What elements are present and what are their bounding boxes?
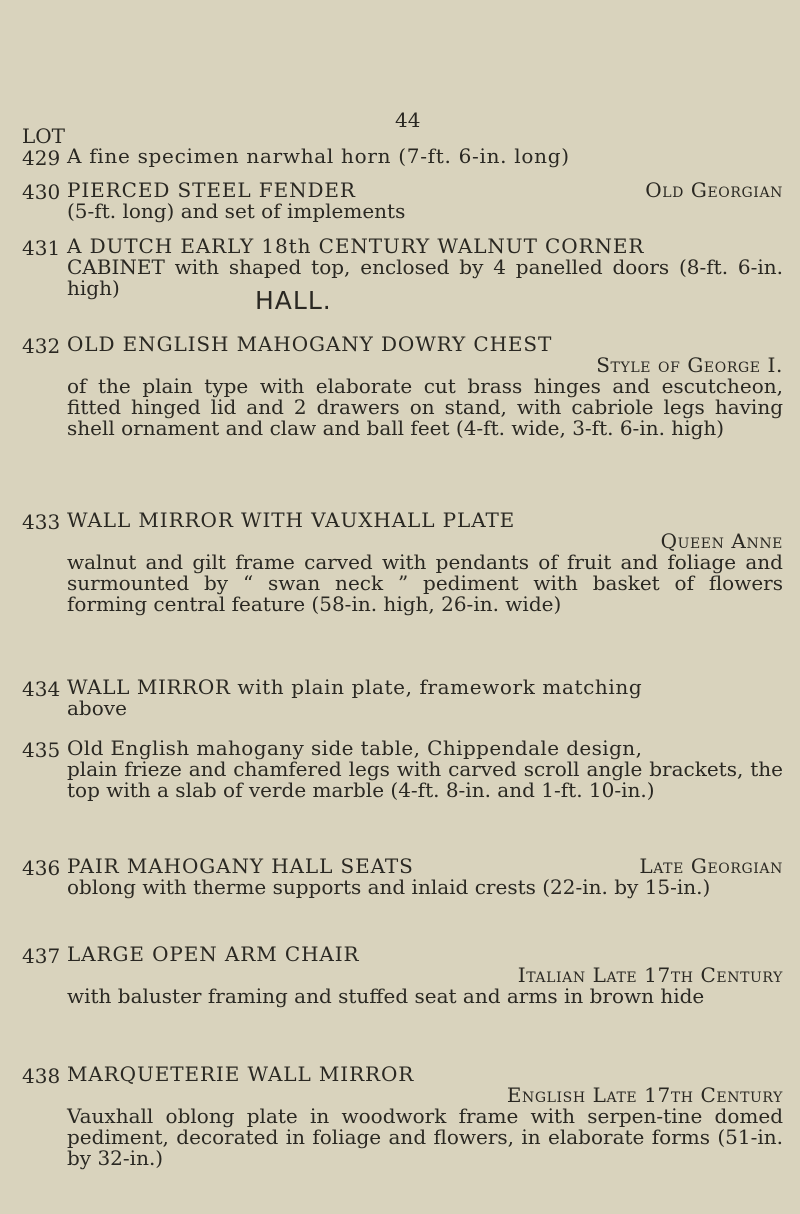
lot-description: above bbox=[67, 696, 127, 720]
lot-number: 433 bbox=[22, 510, 61, 534]
lot-body bbox=[67, 677, 783, 719]
lot-body bbox=[67, 1064, 783, 1169]
lot-body bbox=[67, 738, 783, 801]
lot-description: (5-ft. long) and set of implements bbox=[67, 199, 406, 223]
lot-body bbox=[67, 334, 783, 439]
lot-number: 432 bbox=[22, 334, 61, 358]
lot-period: Italian Late 17th Century bbox=[517, 963, 783, 987]
lot-period: English Late 17th Century bbox=[506, 1083, 783, 1107]
lot-title: Old English mahogany side table, Chippendale design, bbox=[67, 736, 643, 760]
lot-number: 435 bbox=[22, 738, 61, 762]
lot-column-header: LOT bbox=[22, 124, 66, 148]
lot-description: of the plain type with elaborate cut brass hinges and escutcheon, fitted hinged lid and 2 drawers on stand, with cabriole legs having shell ornament and claw and ball feet (4-ft. wide, 3-ft. 6-in. high) bbox=[67, 374, 783, 440]
lot-description: Vauxhall oblong plate in woodwork frame with serpen-tine domed pediment, decorated in foliage and flowers, in elaborate forms (51-in. by 32-in.) bbox=[67, 1104, 783, 1170]
lot-body bbox=[67, 856, 783, 898]
lot-number: 430 bbox=[22, 180, 61, 204]
lot-description: plain frieze and chamfered legs with carved scroll angle brackets, the top with a slab of verde marble (4-ft. 8-in. and 1-ft. 10-in.) bbox=[67, 757, 783, 802]
lot-body bbox=[67, 510, 783, 615]
lot-body bbox=[67, 180, 783, 222]
lot-body bbox=[67, 146, 783, 167]
lot-period: Style of George I. bbox=[596, 353, 783, 377]
lot-period: Queen Anne bbox=[660, 529, 783, 553]
lot-number: 434 bbox=[22, 677, 61, 701]
lot-title: OLD ENGLISH MAHOGANY DOWRY CHEST bbox=[67, 332, 553, 356]
lot-description: with baluster framing and stuffed seat and arms in brown hide bbox=[67, 984, 705, 1008]
lot-period: Late Georgian bbox=[639, 854, 783, 878]
lot-body bbox=[67, 236, 783, 299]
lot-title: WALL MIRROR WITH VAUXHALL PLATE bbox=[67, 508, 516, 532]
lot-description: oblong with therme supports and inlaid crests (22-in. by 15-in.) bbox=[67, 875, 711, 899]
lot-title: PAIR MAHOGANY HALL SEATS bbox=[67, 854, 414, 878]
page-number: 44 bbox=[395, 108, 421, 132]
lot-title: WALL MIRROR with plain plate, framework matching bbox=[67, 675, 643, 699]
section-heading: HALL. bbox=[255, 286, 332, 315]
lot-title: A DUTCH EARLY 18th CENTURY WALNUT CORNER bbox=[67, 234, 645, 258]
lot-title: A fine specimen narwhal horn (7-ft. 6-in. long) bbox=[67, 144, 570, 168]
lot-number: 436 bbox=[22, 856, 61, 880]
lot-title: PIERCED STEEL FENDER bbox=[67, 178, 356, 202]
lot-title: LARGE OPEN ARM CHAIR bbox=[67, 942, 360, 966]
lot-number: 429 bbox=[22, 146, 61, 170]
lot-number: 431 bbox=[22, 236, 61, 260]
lot-body bbox=[67, 944, 783, 1007]
lot-title: MARQUETERIE WALL MIRROR bbox=[67, 1062, 415, 1086]
lot-number: 437 bbox=[22, 944, 61, 968]
lot-number: 438 bbox=[22, 1064, 61, 1088]
lot-period: Old Georgian bbox=[645, 178, 783, 202]
lot-description: walnut and gilt frame carved with pendants of fruit and foliage and surmounted by “ swan neck ” pediment with basket of flowers forming central feature (58-in. high, 26-in. wide) bbox=[67, 550, 783, 616]
lot-description: CABINET with shaped top, enclosed by 4 panelled doors (8-ft. 6-in. high) bbox=[67, 255, 783, 300]
